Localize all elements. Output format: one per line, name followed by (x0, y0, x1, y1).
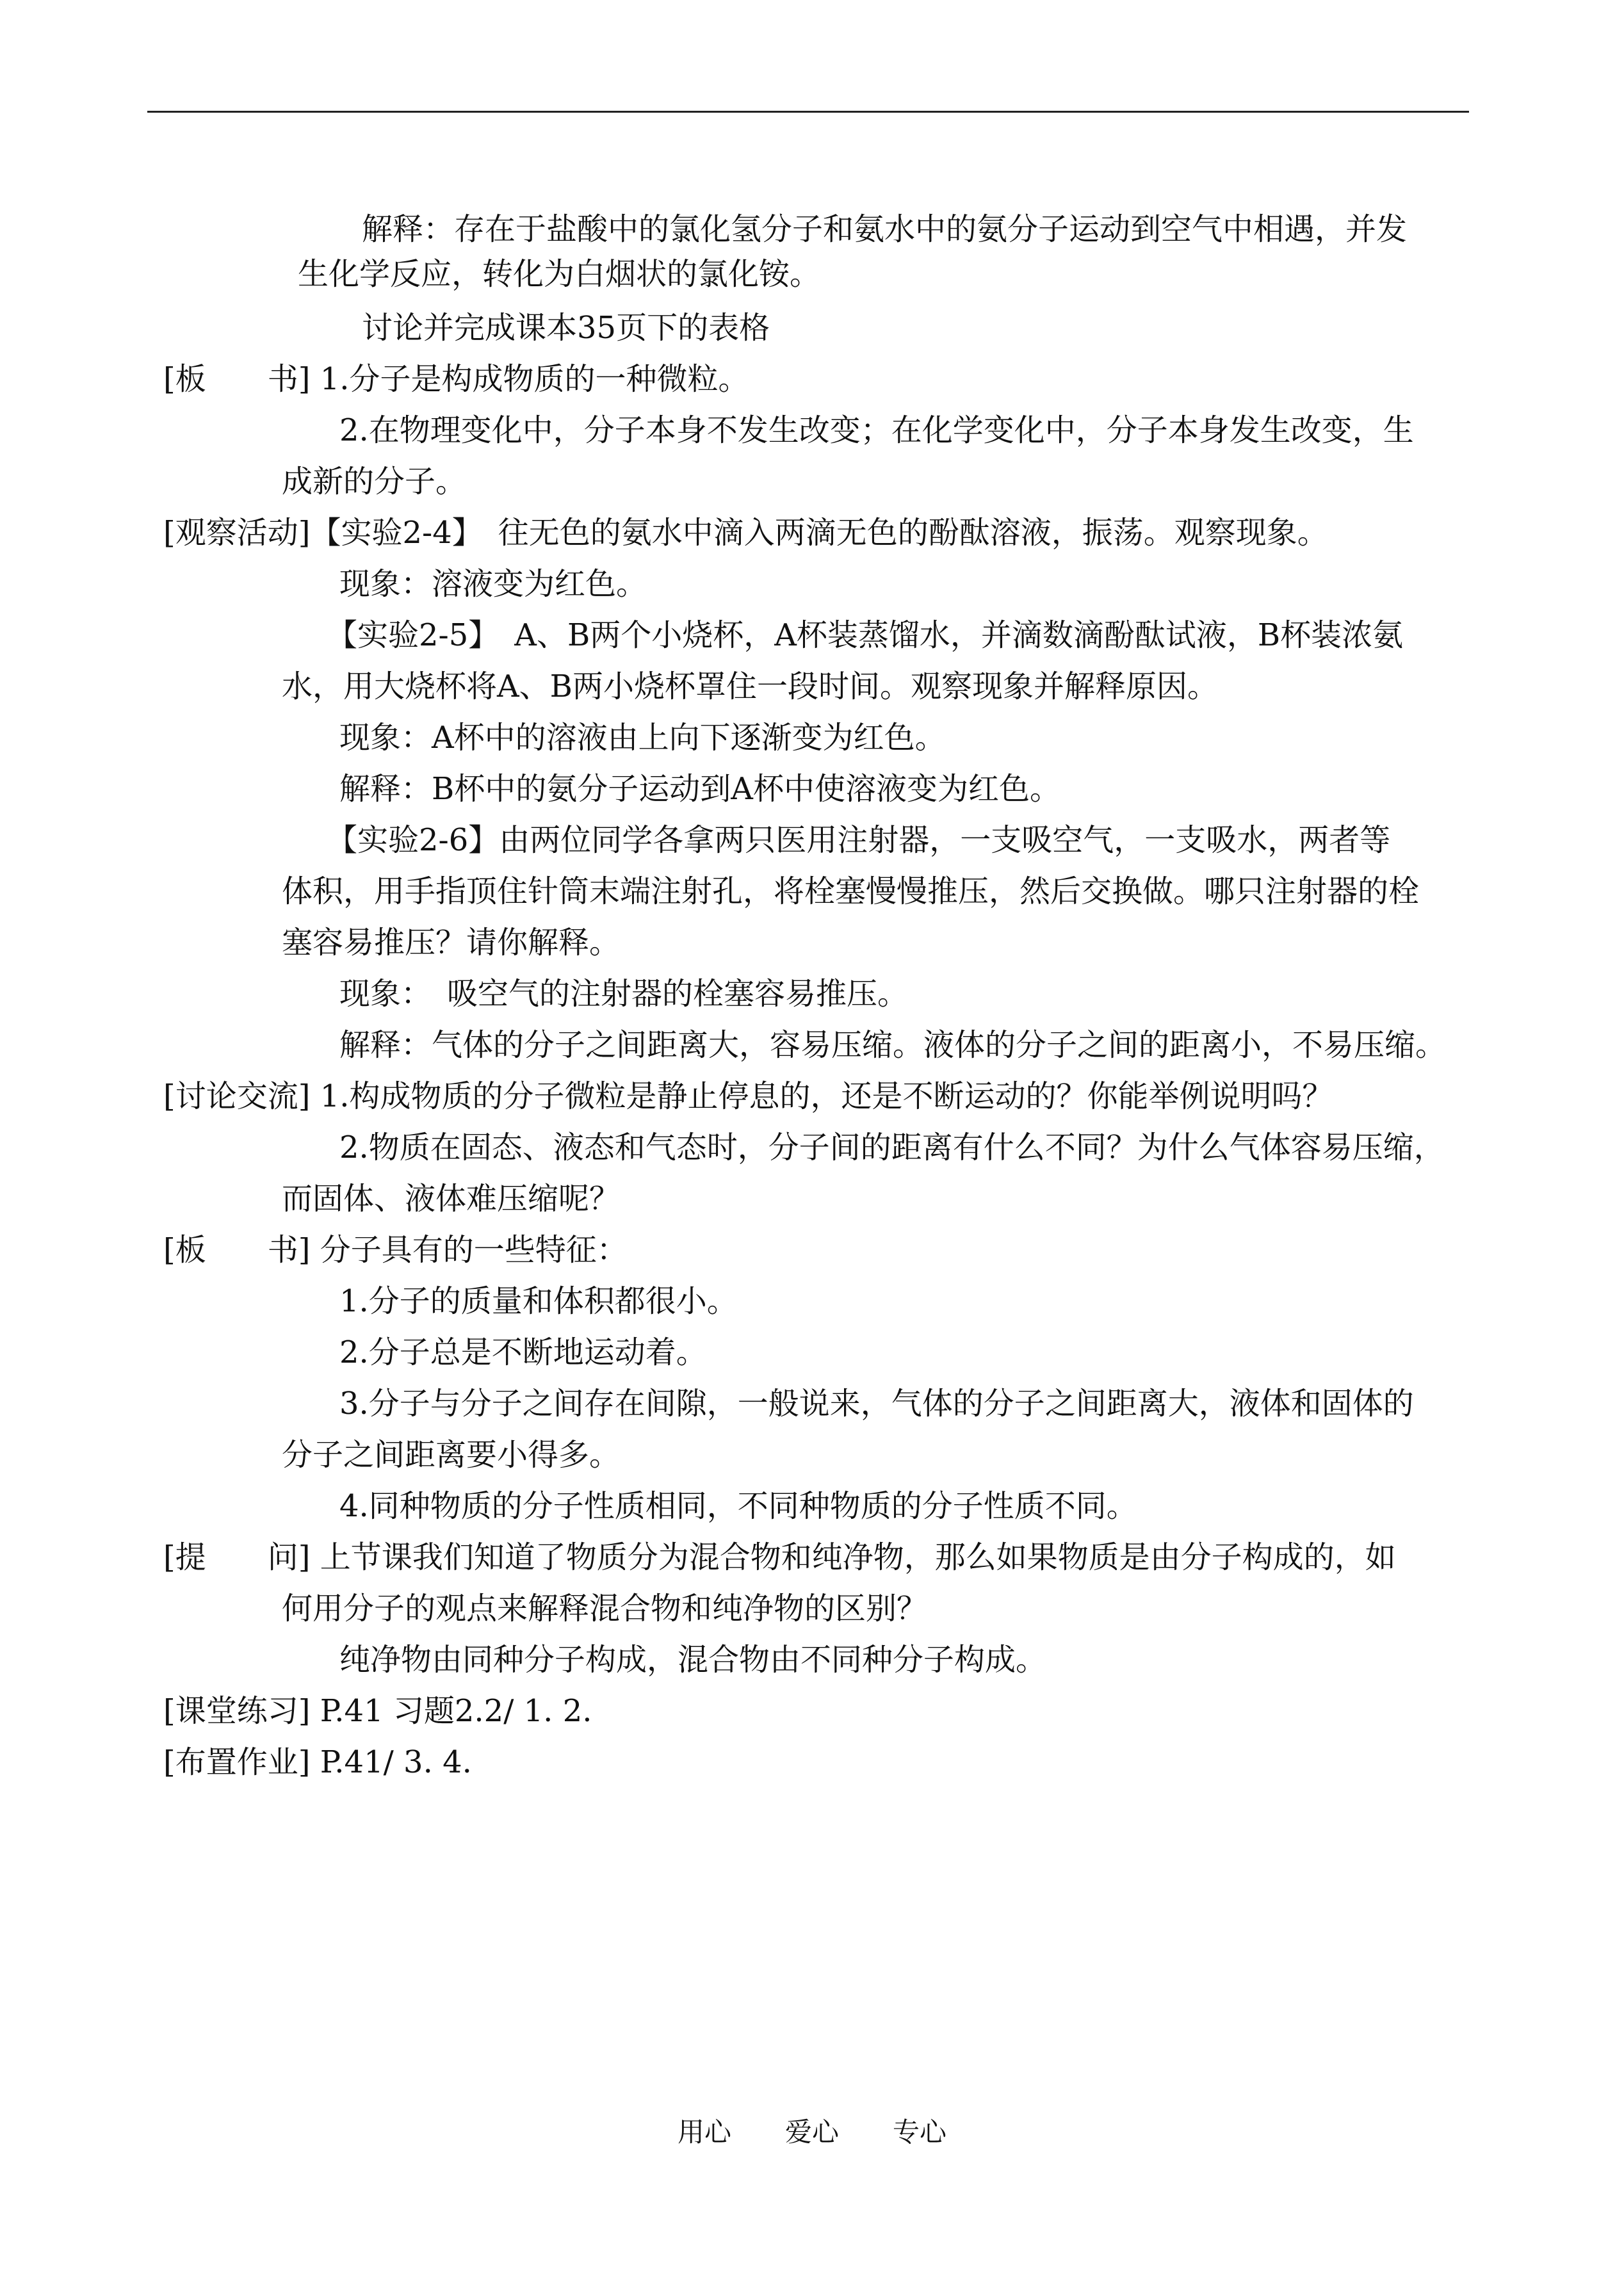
text-line: 水，用大烧杯将A、B两小烧杯罩住一段时间。观察现象并解释原因。 (282, 669, 1218, 704)
text-line: 2.分子总是不断地运动着。 (339, 1334, 707, 1370)
section-discuss: [讨论交流] 1.构成物质的分子微粒是静止停息的，还是不断运动的？你能举例说明吗？ (163, 1078, 1333, 1114)
section-board-1: [板 书] 1.分子是构成物质的一种微粒。 (163, 361, 749, 397)
text-line: 讨论并完成课本35页下的表格 (362, 310, 770, 346)
section-board-2: [板 书] 分子具有的一些特征： (163, 1232, 628, 1268)
text-line: 生化学反应，转化为白烟状的氯化铵。 (298, 256, 821, 292)
text-line: 【实验2-6】由两位同学各拿两只医用注射器，一支吸空气，一支吸水，两者等 (327, 822, 1391, 858)
section-question: [提 问] 上节课我们知道了物质分为混合物和纯净物，那么如果物质是由分子构成的，如 (163, 1539, 1396, 1575)
text-line: 解释：气体的分子之间距离大，容易压缩。液体的分子之间的距离小，不易压缩。 (339, 1027, 1447, 1063)
text-line: 【实验2-5】 A、B两个小烧杯，A杯装蒸馏水，并滴数滴酚酞试液，B杯装浓氨 (327, 617, 1404, 653)
text-line: 塞容易推压？请你解释。 (282, 925, 621, 961)
text-line: 解释：B杯中的氨分子运动到A杯中使溶液变为红色。 (339, 771, 1060, 807)
text-line: 何用分子的观点来解释混合物和纯净物的区别？ (282, 1591, 928, 1626)
text-line: 纯净物由同种分子构成，混合物由不同种分子构成。 (339, 1642, 1047, 1678)
text-line: 成新的分子。 (282, 464, 467, 499)
text-line: 1.分子的质量和体积都很小。 (339, 1283, 738, 1319)
section-practice: [课堂练习] P.41 习题2.2/ 1. 2. (163, 1693, 592, 1729)
section-homework: [布置作业] P.41/ 3. 4. (163, 1744, 472, 1780)
text-line: 解释：存在于盐酸中的氯化氢分子和氨水中的氨分子运动到空气中相遇，并发 (362, 211, 1408, 247)
text-line: 现象：溶液变为红色。 (339, 566, 647, 602)
section-observe: [观察活动]【实验2-4】 往无色的氨水中滴入两滴无色的酚酞溶液，振荡。观察现象。 (163, 515, 1328, 551)
text-line: 3.分子与分子之间存在间隙，一般说来，气体的分子之间距离大，液体和固体的 (339, 1386, 1414, 1422)
page-footer: 用心 爱心 专心 (677, 2116, 946, 2148)
text-line: 而固体、液体难压缩呢？ (282, 1181, 621, 1217)
text-line: 4.同种物质的分子性质相同，不同种物质的分子性质不同。 (339, 1488, 1137, 1524)
header-rule (147, 111, 1469, 113)
text-line: 分子之间距离要小得多。 (282, 1437, 621, 1473)
text-line: 现象： 吸空气的注射器的栓塞容易推压。 (339, 976, 909, 1012)
text-line: 2.物质在固态、液态和气态时，分子间的距离有什么不同？为什么气体容易压缩， (339, 1130, 1445, 1165)
text-line: 2.在物理变化中，分子本身不发生改变；在化学变化中，分子本身发生改变，生 (339, 412, 1414, 448)
text-line: 体积，用手指顶住针筒末端注射孔，将栓塞慢慢推压，然后交换做。哪只注射器的栓 (282, 873, 1420, 909)
text-line: 现象：A杯中的溶液由上向下逐渐变为红色。 (339, 720, 946, 756)
